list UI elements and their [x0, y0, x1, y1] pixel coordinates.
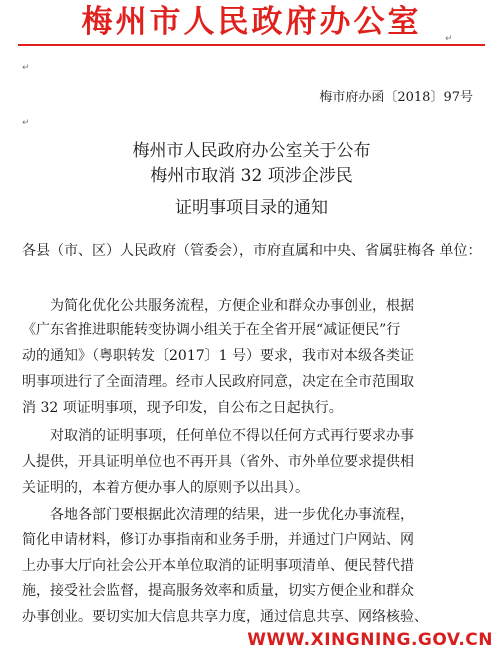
document-number: 梅市府办函〔2018〕97号	[319, 90, 473, 105]
masthead-title: 梅州市人民政府办公室	[81, 4, 422, 40]
body-line: 《广东省推进职能转变协调小组关于在全省开展“减证便民”行	[22, 322, 401, 338]
body-line: 简化申请材料，修订办事指南和业务手册，并通过门户网站、网	[22, 532, 414, 548]
body-line: 对取消的证明事项，任何单位不得以任何方式再行要求办事	[50, 428, 414, 444]
paragraph-mark-icon: ↵	[22, 63, 30, 73]
body-line: 关证明的，本着方便办事人的原则予以出具）。	[22, 480, 309, 496]
paragraph-mark-icon: ↵	[445, 34, 453, 44]
body-line: 明事项进行了全面清理。经市人民政府同意，决定在全市范围取	[22, 374, 414, 390]
salutation-line: 各县（市、区）人民政府（管委会），市府直属和中央、省属驻梅各 单位：	[22, 243, 482, 259]
notice-title-line-1: 梅州市人民政府办公室关于公布	[132, 141, 371, 161]
body-line: 人提供，开具证明单位也不再开具（省外、市外单位要求提供相	[22, 454, 414, 470]
body-line: 施，接受社会监督，提高服务效率和质量，切实方便企业和群众	[22, 583, 414, 599]
notice-title-line-2: 梅州市取消 32 项涉企涉民	[150, 166, 353, 186]
body-line: 上办事大厅向社会公开本单位取消的证明事项清单、便民替代措	[22, 558, 414, 574]
paragraph-mark-icon: ↵	[22, 118, 30, 128]
body-line: 各地各部门要根据此次清理的结果，进一步优化办事流程，	[50, 507, 414, 523]
red-divider-line	[18, 44, 485, 46]
body-line: 动的通知》（粤职转发〔2017〕1 号）要求，我市对本级各类证	[22, 348, 414, 364]
notice-title-line-3: 证明事项目录的通知	[175, 198, 328, 218]
body-line: 消 32 项证明事项，现予印发，自公布之日起执行。	[22, 400, 343, 416]
body-line: 为简化优化公共服务流程，方便企业和群众办事创业，根据	[50, 298, 414, 314]
site-watermark: WWW.XINGNING.GOV.CN	[247, 630, 493, 650]
body-line: 办事创业。要切实加大信息共享力度，通过信息共享、网络核验、	[22, 609, 428, 625]
